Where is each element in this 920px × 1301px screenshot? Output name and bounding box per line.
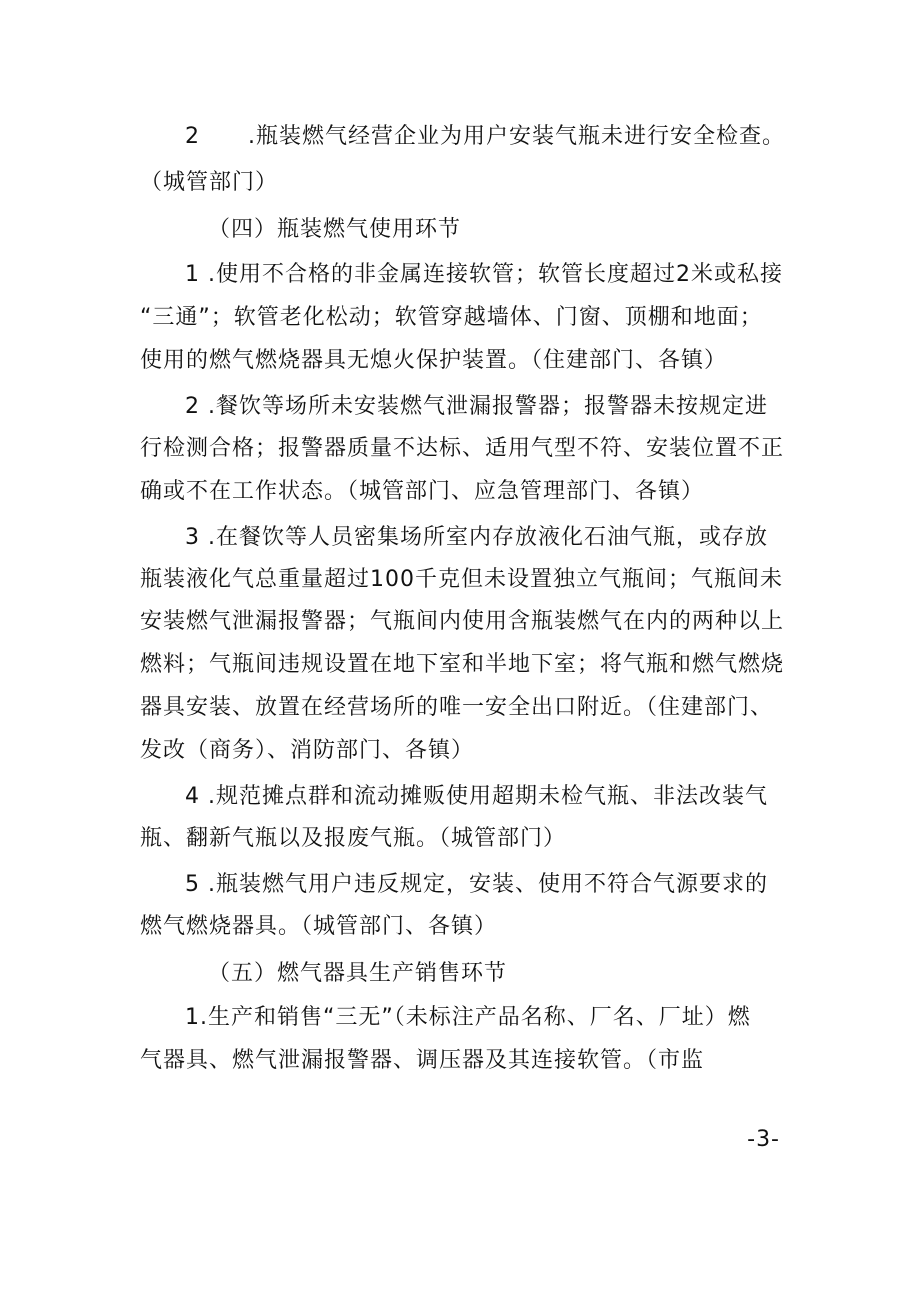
item-2b-line-1: 2 .餐饮等场所未安装燃气泄漏报警器；报警器未按规定进 xyxy=(185,394,768,419)
item-3-line-6: 发改（商务）、消防部门、各镇） xyxy=(140,738,475,763)
item-4-line-2: 瓶、翻新气瓶以及报废气瓶。（城管部门） xyxy=(140,826,567,851)
item-1b-line-1: 1.生产和销售“三无”（未标注产品名称、厂名、厂址）燃 xyxy=(185,1005,751,1030)
item-3-line-2: 瓶装液化气总重量超过100千克但未设置独立气瓶间；气瓶间未 xyxy=(140,567,783,592)
item-4-line-1: 4 .规范摊点群和流动摊贩使用超期未检气瓶、非法改装气 xyxy=(185,784,768,809)
item-1b-line-2: 气器具、燃气泄漏报警器、调压器及其连接软管。（市监 xyxy=(140,1048,705,1073)
item-3-line-4: 燃料；气瓶间违规设置在地下室和半地下室；将气瓶和燃气燃烧 xyxy=(140,652,785,677)
page-number: -3- xyxy=(747,1127,780,1152)
item-2-line-2: （城管部门） xyxy=(140,170,279,195)
item-3-line-3: 安装燃气泄漏报警器；气瓶间内使用含瓶装燃气在内的两种以上 xyxy=(140,609,785,634)
item-1-line-1: 1 .使用不合格的非金属连接软管；软管长度超过2米或私接 xyxy=(185,262,783,287)
item-2b-line-3: 确或不在工作状态。（城管部门、应急管理部门、各镇） xyxy=(140,479,705,504)
item-2b-line-2: 行检测合格；报警器质量不达标、适用气型不符、安装位置不正 xyxy=(140,436,785,461)
item-1-line-2: “三通”；软管老化松动；软管穿越墙体、门窗、顶棚和地面； xyxy=(140,305,763,330)
item-1-line-3: 使用的燃气燃烧器具无熄火保护装置。（住建部门、各镇） xyxy=(140,348,728,373)
item-5-line-2: 燃气燃烧器具。（城管部门、各镇） xyxy=(140,914,498,939)
section-heading-4: （四）瓶装燃气使用环节 xyxy=(208,217,462,242)
item-5-line-1: 5 .瓶装燃气用户违反规定，安装、使用不符合气源要求的 xyxy=(185,872,768,897)
item-2-line-1: 2 .瓶装燃气经营企业为用户安装气瓶未进行安全检查。 xyxy=(185,124,785,149)
section-heading-5: （五）燃气器具生产销售环节 xyxy=(208,961,508,986)
item-3-line-5: 器具安装、放置在经营场所的唯一安全出口附近。（住建部门、 xyxy=(140,695,774,720)
item-3-line-1: 3 .在餐饮等人员密集场所室内存放液化石油气瓶，或存放 xyxy=(185,525,768,550)
